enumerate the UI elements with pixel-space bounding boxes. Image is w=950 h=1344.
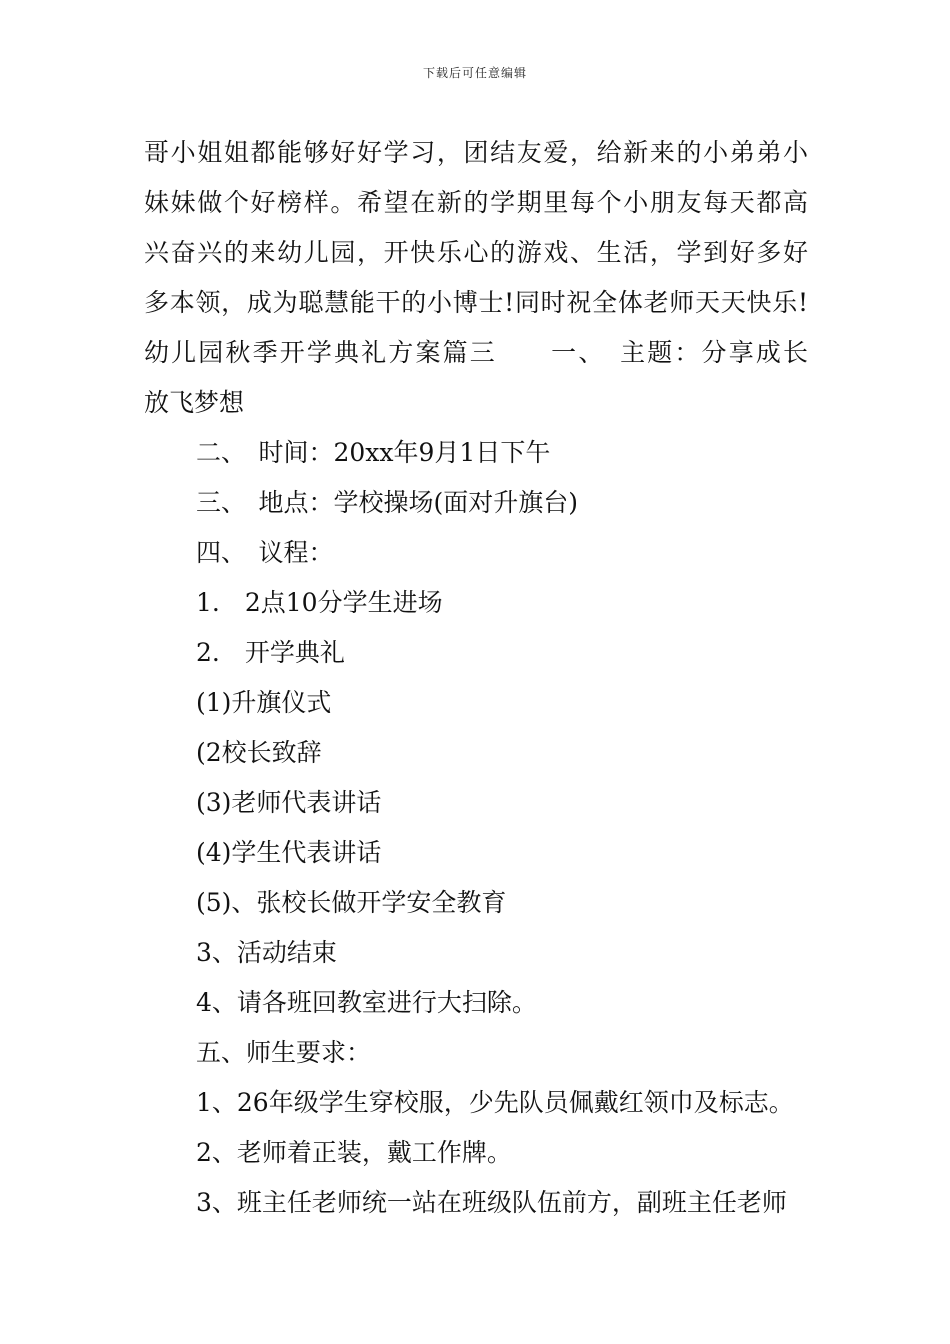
body-line: 多本领，成为聪慧能干的小博士!同时祝全体老师天天快乐! bbox=[144, 288, 808, 317]
section-heading: 五、师生要求： bbox=[196, 1038, 372, 1067]
agenda-item: 3、活动结束 bbox=[196, 938, 337, 967]
agenda-subitem: (5)、张校长做开学安全教育 bbox=[196, 888, 507, 917]
requirement-item: 2、老师着正装，戴工作牌。 bbox=[196, 1138, 512, 1167]
agenda-item: 2. 开学典礼 bbox=[196, 638, 345, 667]
requirement-item: 3、班主任老师统一站在班级队伍前方，副班主任老师 bbox=[196, 1188, 787, 1217]
agenda-item: 4、请各班回教室进行大扫除。 bbox=[196, 988, 537, 1017]
body-line: 放飞梦想 bbox=[144, 388, 245, 417]
body-line: 哥小姐姐都能够好好学习，团结友爱，给新来的小弟弟小 bbox=[144, 138, 808, 167]
page-header-note: 下载后可任意编辑 bbox=[422, 66, 527, 80]
section-heading: 四、 议程： bbox=[196, 538, 334, 567]
section-heading: 三、 地点：学校操场(面对升旗台) bbox=[196, 488, 579, 517]
section-heading: 二、 时间：20xx年9月1日下午 bbox=[196, 438, 551, 467]
body-line: 妹妹做个好榜样。希望在新的学期里每个小朋友每天都高 bbox=[144, 188, 808, 217]
agenda-subitem: (3)老师代表讲话 bbox=[196, 788, 382, 817]
body-line: 兴奋兴的来幼儿园，开快乐心的游戏、生活，学到好多好 bbox=[144, 238, 808, 267]
agenda-subitem: (2校长致辞 bbox=[196, 738, 322, 767]
agenda-item: 1. 2点10分学生进场 bbox=[196, 588, 443, 617]
agenda-subitem: (4)学生代表讲话 bbox=[196, 838, 382, 867]
requirement-item: 1、26年级学生穿校服，少先队员佩戴红领巾及标志。 bbox=[196, 1088, 794, 1117]
document-body bbox=[144, 128, 808, 1228]
agenda-subitem: (1)升旗仪式 bbox=[196, 688, 332, 717]
body-line: 幼儿园秋季开学典礼方案篇三 一、 主题：分享成长 bbox=[144, 338, 808, 367]
